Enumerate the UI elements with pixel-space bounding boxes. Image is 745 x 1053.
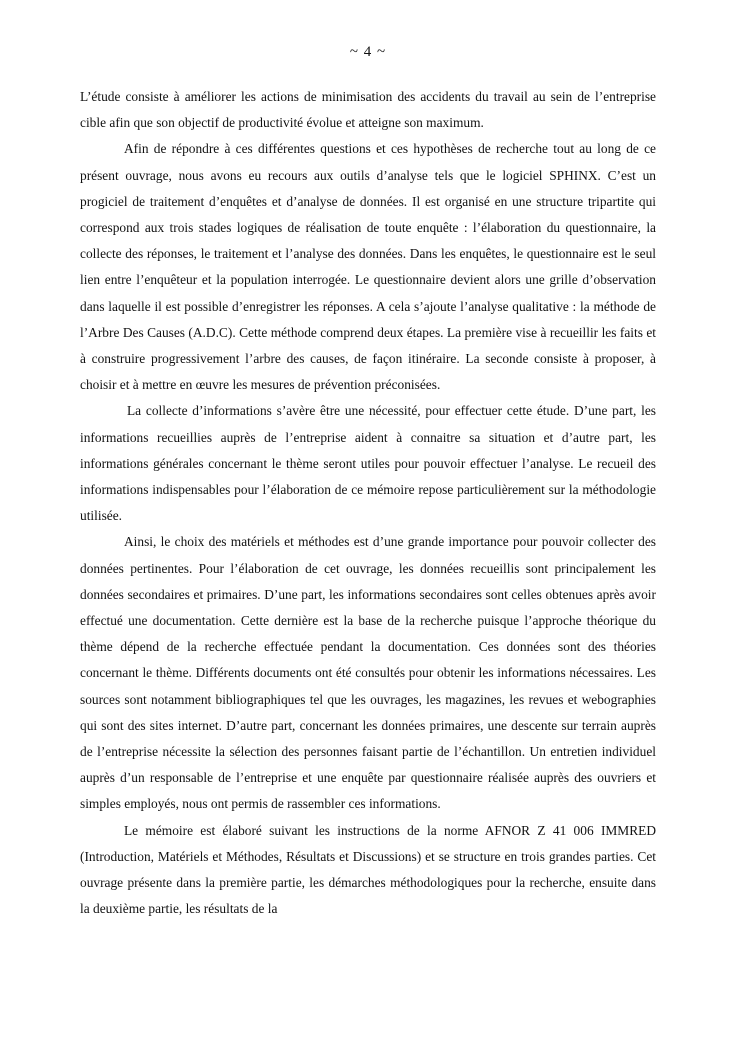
paragraph-structure: Le mémoire est élaboré suivant les instructions de la norme AFNOR Z 41 006 IMMRED (Introduction, Matériels et Méthodes, Résultats et Discussions) et se structure en trois grandes parties. Cet ouvrage présente dans la première partie, les démarches méthodologiques pour la recherche, ensuite dans la deuxième partie, les résultats de la xyxy=(80,822,656,917)
page-number: ~ 4 ~ xyxy=(349,44,387,60)
paragraph-tools-analysis: Afin de répondre à ces différentes questions et ces hypothèses de recherche tout au long de ce présent ouvrage, nous avons eu recours aux outils d’analyse tels que le logiciel SPHINX. C’est un progiciel de traitement d’enquêtes et d’analyse de données. Il est organisé en une structure tripartite qui correspond aux trois stades logiques de réalisation de toute enquête : l’élaboration du questionnaire, la collecte des réponses, le traitement et l’analyse des données. Dans les enquêtes, le questionnaire est le seul lien entre l’enquêteur et la population interrogée. Le questionnaire devient alors une grille d’observation dans laquelle il est possible d’enregistrer les réponses. A cela s’ajoute l’analyse qualitative : la méthode de l’Arbre Des Causes (A.D.C). Cette méthode comprend deux étapes. La première vise à recueillir les faits et à construire progressivement l’arbre des causes, de façon itinéraire. La seconde consiste à proposer, à choisir et à mettre en œuvre les mesures de prévention préconisées. xyxy=(80,141,656,393)
paragraph-materials-methods: Ainsi, le choix des matériels et méthodes est d’une grande importance pour pouvoir collecter des données pertinentes. Pour l’élaboration de cet ouvrage, les données recueillis sont principalement les données secondaires et primaires. D’une part, les informations secondaires sont celles obtenues après avoir effectué une documentation. Cette dernière est la base de la recherche puisque l’approche théorique du thème dépend de la recherche effectuée pendant la documentation. Ces données sont des théories concernant le thème. Différents documents ont été consultés pour obtenir les informations nécessaires. Les sources sont notamment bibliographiques tel que les ouvrages, les magazines, les revues et webographies qui sont des sites internet. D’autre part, concernant les données primaires, une descente sur terrain auprès de l’entreprise nécessite la sélection des personnes faisant partie de l’échantillon. Un entretien individuel auprès d’un responsable de l’entreprise et une enquête par questionnaire réalisée auprès des ouvriers et simples employés, nous ont permis de rassembler ces informations. xyxy=(80,534,656,812)
paragraph-information-collection: La collecte d’informations s’avère être une nécessité, pour effectuer cette étude. D’une part, les informations recueillies auprès de l’entreprise aident à connaitre sa situation et d’autre part, les informations générales concernant le thème seront utiles pour pouvoir effectuer l’analyse. Le recueil des informations indispensables pour l’élaboration de ce mémoire repose particulièrement sur la méthodologie utilisée. xyxy=(80,403,656,524)
document-page xyxy=(80,42,656,923)
paragraph-objective: L’étude consiste à améliorer les actions de minimisation des accidents du travail au sein de l’entreprise cible afin que son objectif de productivité évolue et atteigne son maximum. xyxy=(80,89,656,131)
